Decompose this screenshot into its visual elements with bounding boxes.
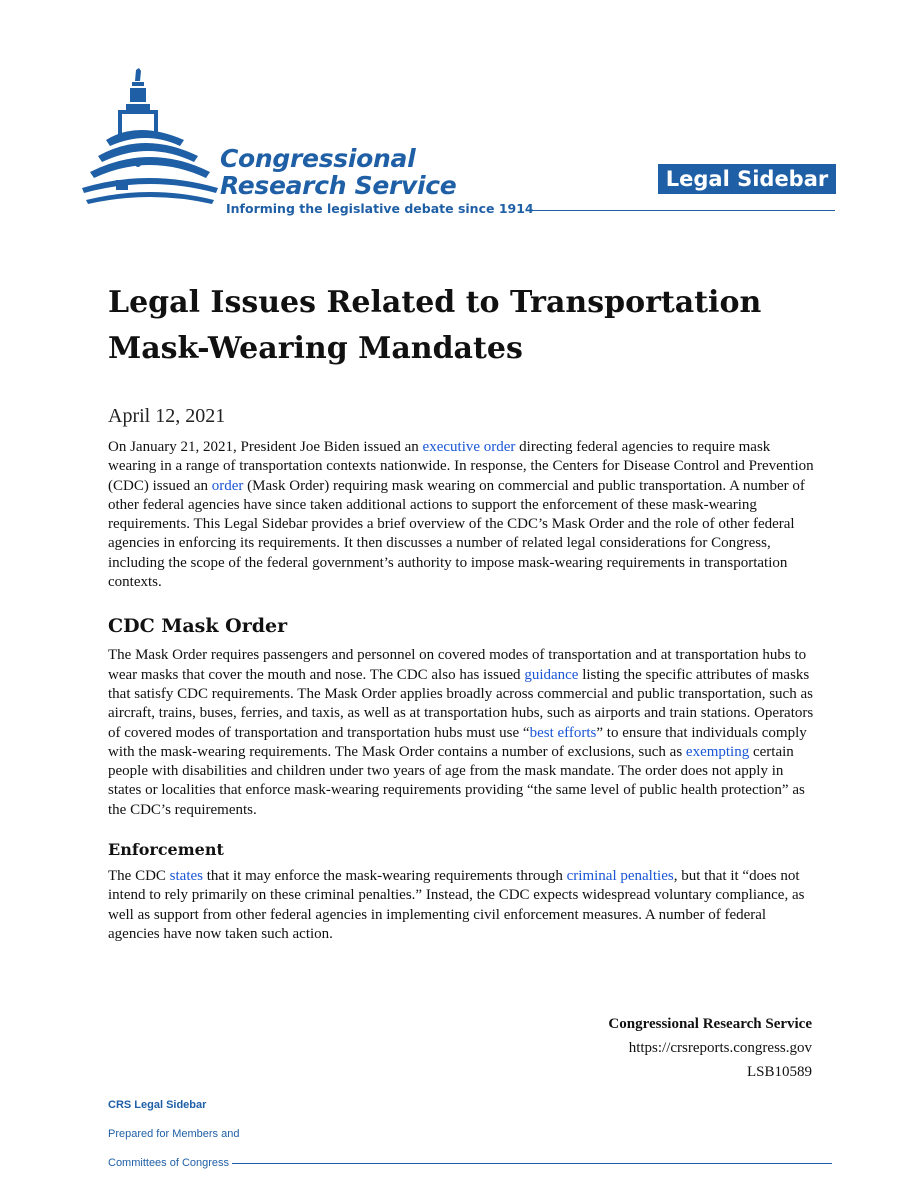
footer-rule — [232, 1163, 832, 1164]
org-name-line2: Research Service — [220, 171, 457, 200]
best-efforts-link[interactable]: best efforts — [529, 724, 597, 741]
executive-order-link[interactable]: executive order — [422, 439, 516, 455]
crs-logo — [80, 62, 540, 222]
tagline: Informing the legislative debate since 1914 — [226, 201, 534, 216]
order-link[interactable]: order — [211, 477, 244, 494]
footer-committees-row — [108, 1157, 832, 1169]
legal-sidebar-badge: Legal Sidebar — [658, 164, 836, 194]
s2-text-2: that it may enforce the mask-wearing requirements through — [203, 868, 567, 885]
s1-text-1: The Mask Order requires passengers and personnel on covered modes of transportation and at transportation hubs to wear masks that cover the mouth and nose. The CDC also has issued — [108, 647, 807, 683]
intro-text-1: On January 21, 2021, President Joe Biden issued an — [108, 439, 423, 455]
report-id: LSB10589 — [746, 1064, 812, 1080]
exempting-link[interactable]: exempting — [685, 743, 750, 760]
page-footer — [108, 1099, 832, 1169]
org-name-line1: Congressional — [220, 144, 416, 173]
contact-url[interactable]: https://crsreports.congress.gov — [628, 1040, 812, 1056]
section-heading-enforcement: Enforcement — [108, 840, 224, 860]
document-body — [108, 438, 814, 944]
s1-text-2: listing the specific attributes of masks that satisfy CDC requirements. The Mask Order applies broadly across commercial and public transportation, such as aircraft, trains, buses, ferries, and taxis, as well as at transportation hubs, such as airports and train stations. Operators of covered modes of transportation and transportation hubs must use “ — [108, 666, 814, 741]
intro-text-2: directing federal agencies to require mask wearing in a range of transportation contexts nationwide. In response, the Centers for Disease Control and Prevention (CDC) issued an — [108, 439, 814, 494]
footer-prepared-for: Prepared for Members and — [108, 1128, 240, 1140]
section-heading-cdc-mask-order: CDC Mask Order — [108, 615, 288, 638]
document-title: Legal Issues Related to Transportation Mask-Wearing Mandates — [108, 285, 762, 366]
enforcement-paragraph — [108, 867, 814, 944]
states-link[interactable]: states — [169, 868, 203, 885]
org-name-logo — [220, 145, 456, 199]
capitol-dome-icon — [80, 62, 220, 217]
s1-text-4: certain people with disabilities and children under two years of age from the mask mandate. The order does not apply in states or localities that enforce mask-wearing requirements providing “the same level of public health protection” as the CDC’s requirements. — [108, 743, 805, 818]
document-date: April 12, 2021 — [108, 405, 226, 427]
s1-text-3: ” to ensure that individuals comply with the mask-wearing requirements. The Mask Order contains a number of exclusions, such as — [108, 724, 807, 760]
footer-committees: Committees of Congress — [108, 1157, 230, 1169]
header-rule — [527, 210, 835, 211]
cdc-mask-order-paragraph — [108, 646, 814, 820]
footer-series: CRS Legal Sidebar — [108, 1099, 207, 1111]
s2-text-3: , but that it “does not intend to rely primarily on these criminal penalties.” Instead, the CDC expects widespread voluntary compliance, as well as support from other federal agencies in implementing civil enforcement measures. A number of federal agencies have now taken such action. — [108, 868, 805, 942]
contact-block — [608, 1012, 812, 1084]
s2-text-1: The CDC — [108, 868, 170, 885]
criminal-penalties-link[interactable]: criminal penalties — [566, 868, 674, 885]
intro-text-3: (Mask Order) requiring mask wearing on commercial and public transportation. A number of other federal agencies have since taken additional actions to support the enforcement of these mask-wearing requirements. This Legal Sidebar provides a brief overview of the CDC’s Mask Order and the role of other federal agencies in enforcing its requirements. It then discusses a number of related legal considerations for Congress, including the scope of the federal government’s authority to impose mask-wearing requirements in transportation contexts. — [108, 477, 805, 591]
intro-paragraph — [108, 438, 814, 592]
contact-org: Congressional Research Service — [608, 1016, 812, 1032]
guidance-link[interactable]: guidance — [524, 666, 579, 683]
